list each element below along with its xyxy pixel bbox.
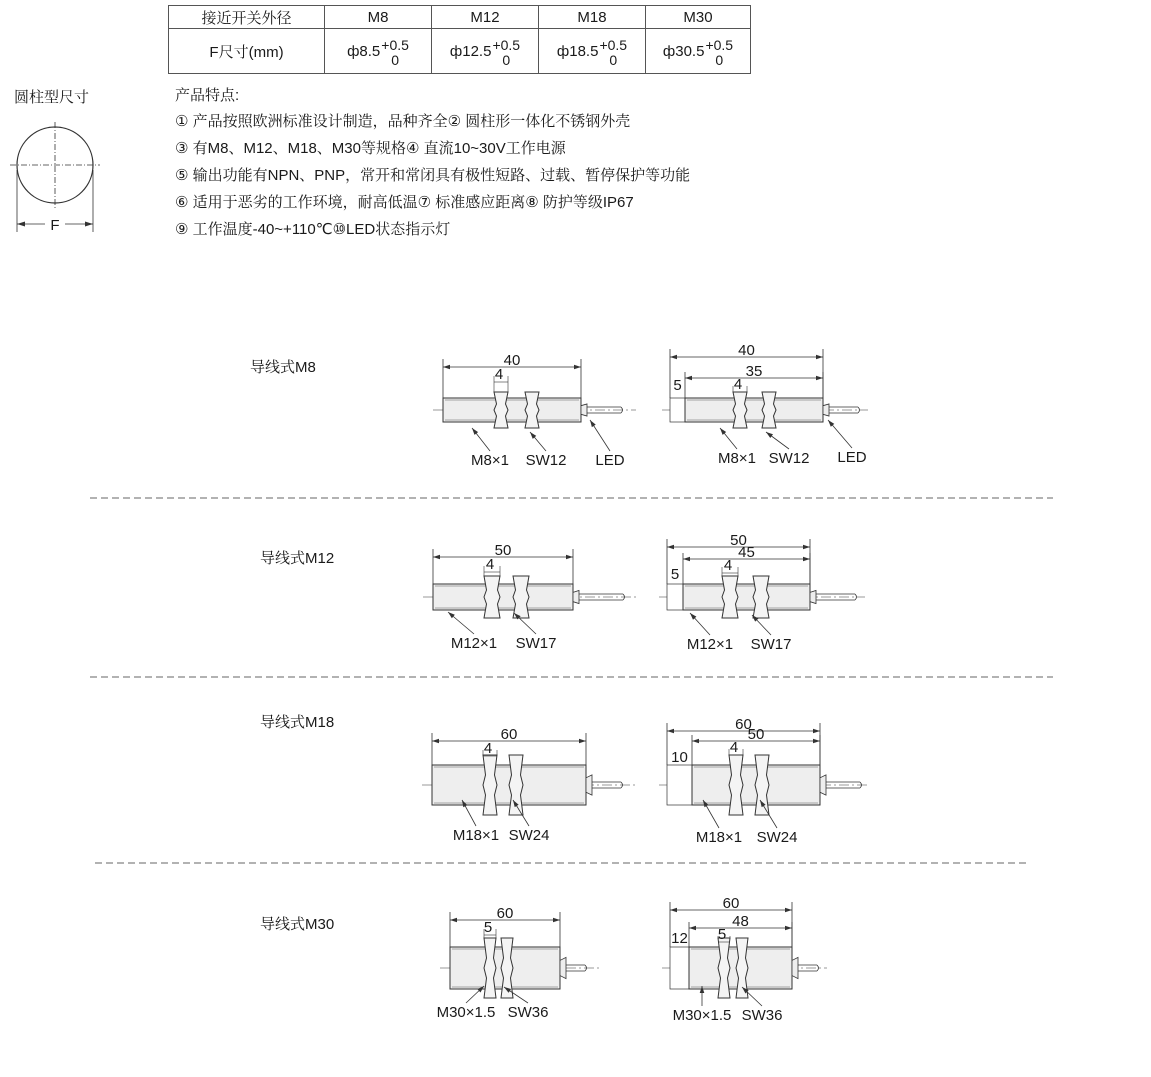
sensor-body bbox=[685, 398, 823, 422]
cable-gland bbox=[560, 957, 566, 978]
arrow-head bbox=[433, 555, 440, 559]
dimension-nut: 5 bbox=[717, 926, 727, 943]
feature-line: ⑥ 适用于恶劣的工作环境，耐高低温⑦ 标准感应距离⑧ 防护等级IP67 bbox=[175, 194, 634, 211]
row-label-m12: 导线式M12 bbox=[260, 550, 335, 567]
dimension-offset: 5 bbox=[670, 566, 680, 583]
thread-label: M30×1.5 bbox=[672, 1007, 732, 1024]
lock-nut bbox=[484, 938, 496, 998]
tolerance-lower: 0 bbox=[609, 51, 618, 68]
arrow-head bbox=[432, 739, 439, 743]
dimension-body: 35 bbox=[745, 363, 763, 380]
lock-nut bbox=[483, 755, 497, 815]
sensing-face bbox=[670, 947, 689, 989]
arrow-head bbox=[816, 355, 823, 359]
row-label-m18: 导线式M18 bbox=[260, 714, 335, 731]
thread-label: M8×1 bbox=[718, 450, 756, 467]
dimension-total: 60 bbox=[722, 895, 740, 912]
dimension-offset: 10 bbox=[671, 749, 688, 766]
tolerance-upper: +0.5 bbox=[599, 36, 628, 53]
dimension-nut: 4 bbox=[494, 366, 504, 383]
cable-end bbox=[817, 965, 819, 971]
cable-gland bbox=[820, 775, 826, 795]
dimension-total: 50 bbox=[494, 542, 512, 559]
cable-end bbox=[858, 407, 860, 413]
cable-end bbox=[855, 594, 857, 600]
cable-gland bbox=[586, 775, 592, 795]
wrench-label: SW12 bbox=[525, 452, 567, 469]
dimension-nut: 5 bbox=[483, 919, 493, 936]
cylinder-dimension-label: F bbox=[50, 217, 60, 234]
lock-nut bbox=[513, 576, 529, 618]
dimension-total: 60 bbox=[496, 905, 514, 922]
arrow-head bbox=[720, 428, 726, 435]
arrow-head bbox=[813, 729, 820, 733]
dimension-total: 60 bbox=[500, 726, 518, 743]
thread-label: M18×1 bbox=[695, 829, 743, 846]
arrow-head bbox=[670, 908, 677, 912]
dimension-nut: 4 bbox=[729, 739, 739, 756]
dimension-body: 48 bbox=[732, 913, 749, 930]
lock-nut bbox=[484, 576, 500, 618]
cable-gland bbox=[573, 590, 579, 603]
wrench-label: SW24 bbox=[756, 829, 798, 846]
arrow-head bbox=[566, 555, 573, 559]
dimension-nut: 4 bbox=[723, 557, 733, 574]
dimension-base: ф12.5 bbox=[449, 42, 492, 60]
dimension-total: 50 bbox=[730, 532, 747, 549]
lock-nut bbox=[494, 392, 508, 428]
tolerance-lower: 0 bbox=[502, 51, 511, 68]
thread-label: M30×1.5 bbox=[436, 1004, 496, 1021]
lock-nut bbox=[762, 392, 776, 428]
arrow-head bbox=[813, 739, 820, 743]
arrow-head bbox=[667, 545, 674, 549]
table-header-cell: M18 bbox=[539, 6, 646, 29]
dimension-nut: 4 bbox=[733, 376, 743, 393]
tolerance-upper: +0.5 bbox=[492, 36, 521, 53]
arrow-head bbox=[685, 376, 692, 380]
arrow-head bbox=[785, 908, 792, 912]
lock-nut bbox=[525, 392, 539, 428]
dimension-nut: 4 bbox=[485, 556, 495, 573]
table-header-cell: M8 bbox=[325, 6, 432, 29]
lock-nut bbox=[753, 576, 769, 618]
thread-label: M18×1 bbox=[452, 827, 500, 844]
thread-label: M12×1 bbox=[450, 635, 498, 652]
dimension-body: 50 bbox=[747, 726, 765, 743]
dimension-offset: 5 bbox=[673, 377, 682, 394]
tolerance-upper: +0.5 bbox=[381, 36, 409, 53]
arrow-head bbox=[472, 428, 478, 435]
row-label-m30: 导线式M30 bbox=[260, 916, 335, 933]
arrow-head bbox=[450, 918, 457, 922]
wrench-label: SW24 bbox=[508, 827, 550, 844]
feature-line: ⑨ 工作温度-40~+110℃⑩LED状态指示灯 bbox=[175, 221, 451, 238]
cable-gland bbox=[810, 590, 816, 603]
cylinder-title: 圆柱型尺寸 bbox=[14, 89, 90, 106]
cable-gland bbox=[823, 404, 829, 416]
sensing-face bbox=[667, 765, 692, 805]
feature-line: ⑤ 输出功能有NPN、PNP，常开和常闭具有极性短路、过载、暂停保护等功能 bbox=[175, 167, 691, 184]
arrow-head bbox=[766, 432, 773, 438]
row-label-m8: 导线式M8 bbox=[250, 359, 316, 376]
wrench-label: SW17 bbox=[515, 635, 557, 652]
arrow-head bbox=[803, 557, 810, 561]
led-label: LED bbox=[595, 452, 625, 469]
arrow-head bbox=[692, 739, 699, 743]
led-label: LED bbox=[837, 449, 867, 466]
arrow-head bbox=[590, 420, 596, 427]
arrow-head bbox=[816, 376, 823, 380]
dimension-base: ф18.5 bbox=[556, 42, 599, 60]
lock-nut bbox=[722, 576, 738, 618]
dimension-offset: 12 bbox=[671, 930, 688, 947]
arrow-head bbox=[785, 926, 792, 930]
lock-nut bbox=[733, 392, 747, 428]
arrow-head bbox=[803, 545, 810, 549]
tolerance-lower: 0 bbox=[391, 51, 399, 68]
sensing-face bbox=[670, 398, 685, 422]
sensor-body bbox=[443, 398, 581, 422]
tolerance-upper: +0.5 bbox=[705, 36, 734, 53]
arrow-head bbox=[553, 918, 560, 922]
wrench-label: SW12 bbox=[768, 450, 810, 467]
thread-label: M8×1 bbox=[471, 452, 509, 469]
dimension-base: ф30.5 bbox=[662, 42, 705, 60]
sensor-body bbox=[683, 584, 810, 610]
table-row-label: F尺寸(mm) bbox=[169, 29, 325, 74]
arrow-head bbox=[579, 739, 586, 743]
dimension-total: 40 bbox=[503, 352, 521, 369]
thread-label: M12×1 bbox=[686, 636, 734, 653]
cable-gland bbox=[581, 404, 587, 416]
arrow-head bbox=[683, 557, 690, 561]
arrow-head bbox=[689, 926, 696, 930]
table-header-cell: 接近开关外径 bbox=[169, 6, 325, 29]
dimension-total: 60 bbox=[735, 716, 752, 733]
wrench-label: SW36 bbox=[507, 1004, 549, 1021]
sensor-body bbox=[433, 584, 573, 610]
dimension-nut: 4 bbox=[483, 740, 493, 757]
sensing-face bbox=[667, 584, 683, 610]
arrow-head bbox=[667, 729, 674, 733]
features-title: 产品特点: bbox=[175, 87, 240, 104]
dimension-base: ф8.5 bbox=[347, 42, 381, 60]
dimension-total: 40 bbox=[738, 342, 755, 359]
table-header-cell: M12 bbox=[432, 6, 539, 29]
table-header-cell: M30 bbox=[646, 6, 751, 29]
wrench-label: SW17 bbox=[750, 636, 792, 653]
tolerance-lower: 0 bbox=[715, 51, 724, 68]
feature-line: ③ 有M8、M12、M18、M30等规格④ 直流10~30V工作电源 bbox=[175, 140, 566, 157]
lock-nut bbox=[729, 755, 743, 815]
dimension-body: 45 bbox=[738, 544, 755, 561]
feature-line: ① 产品按照欧洲标准设计制造，品种齐全② 圆柱形一体化不锈钢外壳 bbox=[175, 113, 631, 130]
arrow-head bbox=[574, 365, 581, 369]
wrench-label: SW36 bbox=[741, 1007, 783, 1024]
arrow-head bbox=[670, 355, 677, 359]
cable-gland bbox=[792, 957, 798, 978]
arrow-head bbox=[443, 365, 450, 369]
lock-nut bbox=[718, 938, 730, 998]
